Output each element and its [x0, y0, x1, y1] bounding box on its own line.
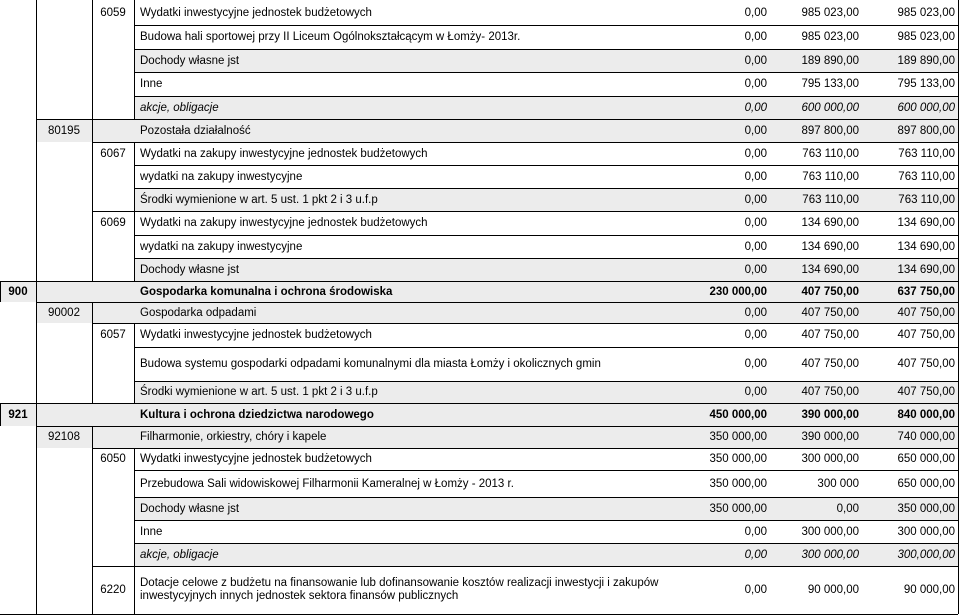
amount-after-change: 134 690,00 [897, 217, 955, 229]
column-divider [92, 0, 93, 119]
row-divider [36, 119, 958, 120]
amount-after-change: 407 750,00 [897, 329, 955, 341]
column-divider [134, 72, 135, 96]
chapter-code: 92108 [48, 431, 80, 443]
amount-plan: 0,00 [744, 329, 767, 341]
amount-plan: 0,00 [744, 584, 767, 596]
paragraph-code: 6057 [100, 329, 126, 341]
column-divider [134, 566, 135, 614]
column-divider [134, 347, 135, 381]
row-divider [92, 142, 958, 143]
item-description: Dochody własne jst [140, 54, 240, 67]
column-divider [92, 426, 93, 614]
column-divider [134, 497, 135, 520]
chapter-row [0, 426, 960, 448]
chapter-row [0, 119, 960, 142]
column-divider [92, 302, 93, 403]
paragraph-code: 6059 [100, 6, 126, 19]
column-divider [134, 25, 135, 49]
row-divider [36, 426, 958, 427]
amount-plan: 230 000,00 [709, 285, 767, 298]
amount-change: 0,00 [836, 502, 859, 515]
amount-plan: 0,00 [744, 306, 767, 319]
amount-change: 407 750,00 [801, 306, 859, 319]
amount-plan: 0,00 [744, 124, 767, 137]
item-description: Dochody własne jst [140, 502, 240, 515]
row-divider [134, 497, 958, 498]
paragraph-row [0, 0, 960, 25]
row-divider [134, 49, 958, 50]
amount-change: 600 000,00 [801, 101, 859, 114]
item-description: Filharmonie, orkiestry, chóry i kapele [140, 431, 327, 443]
amount-after-change: 600 000,00 [897, 101, 955, 114]
amount-change: 90 000,00 [807, 584, 859, 596]
detail-row [0, 470, 960, 497]
column-divider [134, 448, 135, 470]
amount-plan: 0,00 [744, 6, 767, 19]
section-code [0, 0, 36, 25]
amount-after-change: 985 023,00 [897, 6, 955, 19]
amount-change: 763 110,00 [802, 193, 859, 206]
detail-row [0, 543, 960, 566]
amount-plan: 350 000,00 [709, 477, 767, 490]
column-divider [134, 188, 135, 211]
item-description: Gospodarka odpadami [140, 306, 257, 319]
amount-plan: 0,00 [744, 147, 767, 160]
paragraph-code: 6050 [100, 453, 126, 465]
column-divider [92, 119, 93, 281]
item-description: Wydatki inwestycyjne jednostek budżetowych [140, 6, 372, 19]
amount-plan: 0,00 [744, 54, 767, 67]
row-divider [134, 520, 958, 521]
amount-plan: 0,00 [744, 170, 767, 183]
item-description: Przebudowa Sali widowiskowej Filharmonii Kameralnej w Łomży - 2013 r. [140, 477, 514, 490]
row-divider [134, 25, 958, 26]
detail-row [0, 347, 960, 381]
amount-change: 134 690,00 [801, 263, 859, 276]
row-divider [134, 188, 958, 189]
paragraph-row [0, 142, 960, 165]
amount-after-change: 407 750,00 [897, 306, 955, 319]
row-divider [92, 211, 958, 212]
amount-after-change: 300,000,00 [897, 548, 955, 561]
amount-change: 407 750,00 [801, 358, 859, 370]
column-divider [134, 520, 135, 543]
detail-row [0, 25, 960, 49]
amount-change: 189 890,00 [801, 54, 859, 67]
row-divider [134, 96, 958, 97]
column-divider [0, 403, 1, 426]
detail-row [0, 235, 960, 258]
paragraph-row [0, 448, 960, 470]
row-divider [134, 258, 958, 259]
item-description: Wydatki inwestycyjne jednostek budżetowych [140, 453, 372, 465]
row-divider [92, 566, 958, 567]
amount-after-change: 134 690,00 [897, 263, 955, 276]
column-divider [0, 281, 1, 302]
item-description: Środki wymienione w art. 5 ust. 1 pkt 2 i 3 u.f.p [140, 386, 378, 398]
paragraph-row [0, 323, 960, 347]
amount-plan: 0,00 [744, 358, 767, 370]
amount-change: 300 000,00 [801, 548, 859, 561]
column-divider [36, 0, 37, 614]
item-description: Środki wymienione w art. 5 ust. 1 pkt 2 i 3 u.f.p [140, 193, 378, 206]
amount-plan: 350 000,00 [709, 502, 767, 515]
item-description: wydatki na zakupy inwestycyjne [140, 240, 303, 253]
paragraph-row [0, 566, 960, 614]
amount-change: 985 023,00 [801, 31, 859, 43]
item-description: Gospodarka komunalna i ochrona środowiska [140, 285, 393, 298]
amount-after-change: 740 000,00 [897, 431, 955, 443]
section-row [0, 403, 960, 426]
detail-row [0, 497, 960, 520]
item-description: Budowa systemu gospodarki odpadami komunalnymi dla miasta Łomży i okolicznych gmin [140, 358, 601, 370]
amount-after-change: 407 750,00 [897, 358, 955, 370]
column-divider [134, 142, 135, 165]
amount-plan: 0,00 [744, 101, 767, 114]
row-divider [134, 543, 958, 544]
amount-change: 300 000 [817, 477, 859, 490]
column-divider [134, 381, 135, 403]
amount-after-change: 985 023,00 [897, 31, 955, 43]
column-divider [134, 235, 135, 258]
column-divider [134, 211, 135, 235]
section-code: 900 [8, 285, 28, 298]
detail-row [0, 96, 960, 119]
row-divider [134, 165, 958, 166]
column-divider [958, 0, 959, 614]
amount-after-change: 350 000,00 [897, 502, 955, 515]
amount-after-change: 90 000,00 [903, 584, 955, 596]
amount-change: 390 000,00 [801, 408, 859, 421]
amount-plan: 0,00 [744, 386, 767, 398]
paragraph-code: 6067 [100, 147, 126, 160]
amount-change: 300 000,00 [801, 525, 859, 538]
row-divider [134, 72, 958, 73]
amount-after-change: 763 110,00 [898, 170, 955, 183]
amount-plan: 0,00 [744, 193, 767, 206]
amount-change: 795 133,00 [801, 78, 859, 90]
amount-after-change: 189 890,00 [897, 54, 955, 67]
chapter-row [0, 302, 960, 323]
amount-after-change: 897 800,00 [897, 124, 955, 137]
amount-change: 134 690,00 [801, 217, 859, 229]
amount-plan: 0,00 [744, 78, 767, 90]
detail-row [0, 520, 960, 543]
item-description: Dotacje celowe z budżetu na finansowanie lub dofinansowanie kosztów realizacji inwestycji i zakupów inwestycyjnych innych jednostek sektora finansów publicznych [140, 577, 659, 602]
row-divider [134, 347, 958, 348]
column-divider [134, 165, 135, 188]
amount-after-change: 407 750,00 [897, 386, 955, 398]
amount-after-change: 763 110,00 [898, 147, 955, 160]
amount-plan: 0,00 [744, 548, 767, 561]
amount-change: 407 750,00 [801, 386, 859, 398]
amount-after-change: 650 000,00 [897, 453, 955, 465]
amount-after-change: 840 000,00 [897, 408, 955, 421]
amount-change: 407 750,00 [801, 329, 859, 341]
item-description: akcje, obligacje [140, 101, 219, 114]
item-description: wydatki na zakupy inwestycyjne [140, 170, 303, 183]
row-divider [92, 323, 958, 324]
amount-change: 897 800,00 [801, 124, 859, 137]
item-description: Wydatki na zakupy inwestycyjne jednostek budżetowych [140, 147, 428, 160]
amount-after-change: 795 133,00 [897, 78, 955, 90]
amount-plan: 0,00 [744, 31, 767, 43]
amount-change: 763 110,00 [802, 170, 859, 183]
paragraph-code: 6220 [100, 584, 126, 596]
item-description: Dochody własne jst [140, 263, 240, 276]
amount-after-change: 763 110,00 [898, 193, 955, 206]
amount-after-change: 300 000,00 [897, 525, 955, 538]
column-divider [134, 470, 135, 497]
amount-after-change: 650 000,00 [897, 477, 955, 490]
row-divider [92, 448, 958, 449]
column-divider [134, 49, 135, 72]
amount-change: 407 750,00 [801, 285, 859, 298]
amount-plan: 0,00 [744, 217, 767, 229]
detail-row [0, 381, 960, 403]
item-description: Budowa hali sportowej przy II Liceum Ogólnokształcącym w Łomży- 2013r. [140, 31, 521, 43]
row-divider [0, 403, 958, 404]
row-divider [36, 302, 958, 303]
column-divider [134, 0, 135, 25]
amount-after-change: 637 750,00 [897, 285, 955, 298]
detail-row [0, 165, 960, 188]
chapter-code [36, 0, 92, 25]
item-description: Wydatki na zakupy inwestycyjne jednostek budżetowych [140, 217, 428, 229]
section-code: 921 [8, 408, 28, 421]
amount-plan: 0,00 [744, 240, 767, 253]
amount-plan: 0,00 [744, 525, 767, 538]
paragraph-code: 6069 [100, 217, 126, 229]
item-description: Pozostała działalność [140, 124, 251, 137]
amount-change: 985 023,00 [801, 6, 859, 19]
detail-row [0, 72, 960, 96]
item-description: Inne [140, 78, 163, 90]
item-description: akcje, obligacje [140, 548, 219, 561]
column-divider [134, 543, 135, 566]
item-description: Inne [140, 525, 163, 538]
column-divider [134, 323, 135, 347]
detail-row [0, 49, 960, 72]
detail-row [0, 188, 960, 211]
amount-plan: 450 000,00 [709, 408, 767, 421]
row-divider [134, 235, 958, 236]
amount-plan: 350 000,00 [709, 431, 767, 443]
chapter-code: 80195 [48, 124, 80, 137]
amount-change: 390 000,00 [801, 431, 859, 443]
item-description: Kultura i ochrona dziedzictwa narodowego [140, 408, 374, 421]
amount-plan: 350 000,00 [709, 453, 767, 465]
amount-plan: 0,00 [744, 263, 767, 276]
row-divider [134, 470, 958, 471]
paragraph-row [0, 211, 960, 235]
row-divider [0, 281, 958, 282]
amount-change: 134 690,00 [801, 240, 859, 253]
chapter-code: 90002 [48, 306, 80, 319]
amount-change: 300 000,00 [801, 453, 859, 465]
detail-row [0, 258, 960, 281]
row-divider [134, 381, 958, 382]
section-row [0, 281, 960, 302]
item-description: Wydatki inwestycyjne jednostek budżetowych [140, 329, 372, 341]
amount-change: 763 110,00 [802, 147, 859, 160]
amount-after-change: 134 690,00 [897, 240, 955, 253]
column-divider [134, 258, 135, 281]
column-divider [134, 96, 135, 119]
